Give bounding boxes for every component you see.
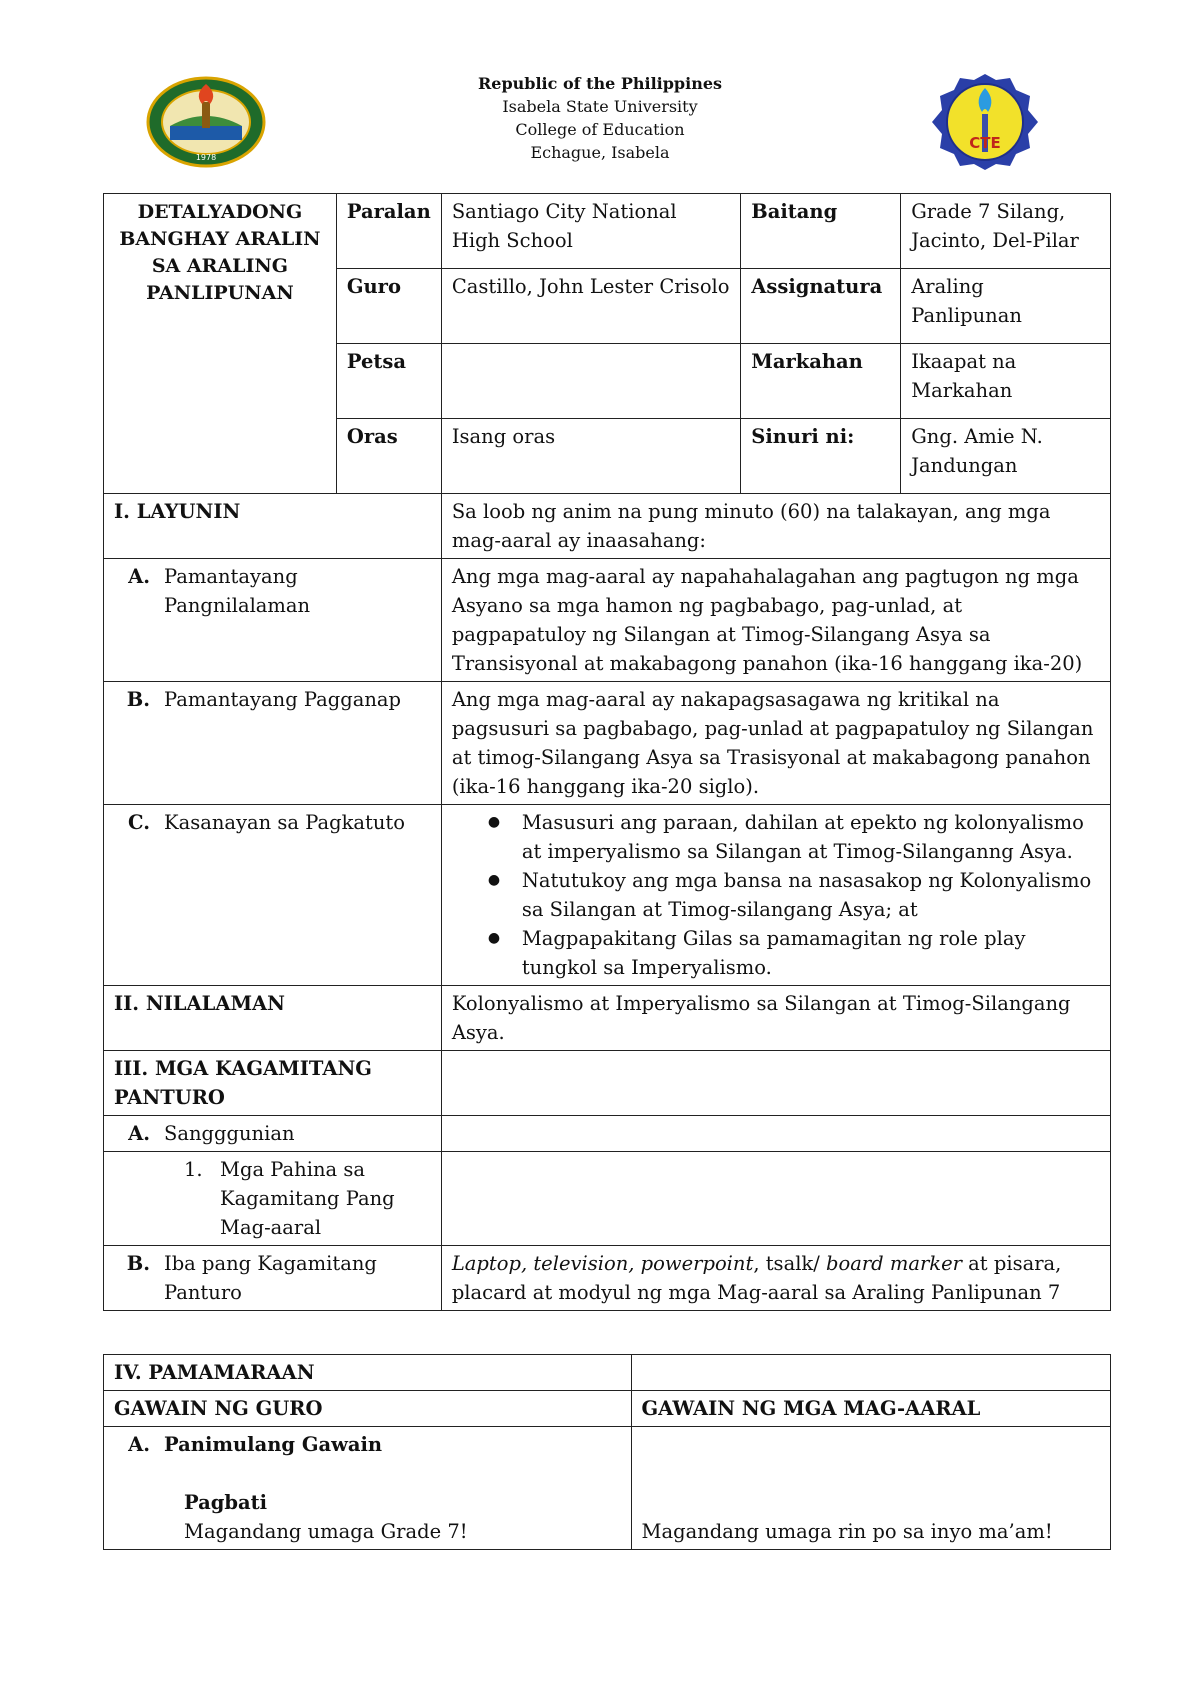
pamamaraan-heading: IV. PAMAMARAAN: [104, 1355, 632, 1391]
list-item: ● Natutukoy ang mga bansa na nasasakop ng Kolonyalismo sa Silangan at Timog-silangang Asya; at: [522, 866, 1100, 924]
pahina-label: Mga Pahina sa Kagamitang Pang Mag-aaral: [220, 1158, 395, 1239]
markahan-value: Ikaapat na Markahan: [901, 344, 1111, 419]
pamantayang-pagganap-label: Pamantayang Pagganap: [164, 688, 402, 711]
kasanayan-list-cell: [441, 805, 1110, 986]
pahina-empty: [441, 1152, 1110, 1246]
materials-plain: at pisara, placard at modyul ng mga Mag-aaral sa Araling Panlipunan 7: [451, 1252, 1062, 1304]
kasanayan-label: Kasanayan sa Pagkatuto: [164, 811, 406, 834]
baitang-value: Grade 7 Silang, Jacinto, Del-Pilar: [901, 194, 1111, 269]
pamantayang-pagganap-text: Ang mga mag-aaral ay nakapagsasagawa ng kritikal na pagsusuri sa pagbabago, pag-unlad at pagpapatuloy ng Silangan at timog-Silangang Asya sa Trasisyonal at makabagong panahon (ika-16 hanggang ika-20 siglo).: [441, 682, 1110, 805]
item-key: 1.: [184, 1158, 203, 1181]
sanggunian-cell: [104, 1116, 442, 1152]
republic-line: Republic of the Philippines: [477, 74, 723, 93]
kagamitan-empty: [441, 1051, 1110, 1116]
sanggunian-empty: [441, 1116, 1110, 1152]
layunin-heading: I. LAYUNIN: [104, 494, 442, 559]
list-item: ● Masusuri ang paraan, dahilan at epekto ng kolonyalismo at imperyalismo sa Silangan at Timog-Silanganng Asya.: [522, 808, 1100, 866]
materials-italic: Laptop, television, powerpoint: [451, 1252, 754, 1275]
item-key: A.: [128, 1122, 150, 1145]
oras-value: Isang oras: [441, 419, 740, 494]
panimulang-gawain-label: Panimulang Gawain: [164, 1433, 383, 1456]
item-key: C.: [128, 811, 150, 834]
petsa-value: [441, 344, 740, 419]
kasanayan-cell: [104, 805, 442, 986]
kagamitan-heading: III. MGA KAGAMITANG PANTURO: [104, 1051, 442, 1116]
markahan-label: Markahan: [741, 344, 901, 419]
list-item: ● Magpapakitang Gilas sa pamamagitan ng role play tungkol sa Imperyalismo.: [522, 924, 1100, 982]
layunin-intro: Sa loob ng anim na pung minuto (60) na talakayan, ang mga mag-aaral ay inaasahang:: [441, 494, 1110, 559]
item-key: A.: [128, 1433, 150, 1456]
college-line: College of Education: [515, 120, 685, 139]
pamantayang-pangnilalaman-label: Pamantayang Pangnilalaman: [164, 565, 311, 617]
item-key: B.: [126, 1252, 150, 1275]
pahina-cell: [104, 1152, 442, 1246]
pamamaraan-empty: [631, 1355, 1110, 1391]
document-header: [0, 72, 1200, 164]
baitang-label: Baitang: [741, 194, 901, 269]
assignatura-value: Araling Panlipunan: [901, 269, 1111, 344]
nilalaman-heading: II. NILALAMAN: [104, 986, 442, 1051]
iba-pang-kagamitan-text: [441, 1246, 1110, 1311]
pamantayang-pangnilalaman-text: Ang mga mag-aaral ay napahahalagahan ang pagtugon ng mga Asyano sa mga hamon ng pagbabago, pag-unlad, at pagpapatuloy ng Silangan at Timog-Silangang Asya sa Transisyonal at makabagong panahon (ika-16 hanggang ika-20): [441, 559, 1110, 682]
logo-year: 1978: [195, 153, 217, 162]
item-key: A.: [128, 565, 150, 588]
pagbati-label: Pagbati: [184, 1491, 268, 1514]
lesson-plan-table: [103, 193, 1111, 1311]
iba-pang-kagamitan-label: Iba pang Kagamitang Panturo: [164, 1252, 377, 1304]
sinuri-label: Sinuri ni:: [741, 419, 901, 494]
plan-title: DETALYADONG BANGHAY ARALIN SA ARALING PANLIPUNAN: [104, 194, 337, 494]
petsa-label: Petsa: [336, 344, 441, 419]
cte-logo-text: CTE: [969, 134, 1001, 152]
kasanayan-list: [452, 808, 1100, 982]
guro-value: Castillo, John Lester Crisolo: [441, 269, 740, 344]
item-key: B.: [126, 688, 150, 711]
paaralan-label: Paralan: [336, 194, 441, 269]
town-line: Echague, Isabela: [530, 143, 670, 162]
university-line: Isabela State University: [502, 97, 698, 116]
oras-label: Oras: [336, 419, 441, 494]
sanggunian-label: Sangggunian: [164, 1122, 295, 1145]
paaralan-value: Santiago City National High School: [441, 194, 740, 269]
sinuri-value: Gng. Amie N. Jandungan: [901, 419, 1111, 494]
mag-aaral-greeting: Magandang umaga rin po sa inyo ma’am!: [641, 1520, 1053, 1543]
materials-italic: board marker: [826, 1252, 962, 1275]
gawain-guro-header: GAWAIN NG GURO: [104, 1391, 632, 1427]
mag-aaral-activity-cell: [631, 1427, 1110, 1550]
assignatura-label: Assignatura: [741, 269, 901, 344]
pamantayang-pagganap-cell: [104, 682, 442, 805]
materials-plain: , tsalk/: [753, 1252, 827, 1275]
pamantayang-pangnilalaman-cell: [104, 559, 442, 682]
nilalaman-text: Kolonyalismo at Imperyalismo sa Silangan at Timog-Silangang Asya.: [441, 986, 1110, 1051]
pamamaraan-table: [103, 1354, 1111, 1550]
guro-label: Guro: [336, 269, 441, 344]
iba-pang-kagamitan-cell: [104, 1246, 442, 1311]
guro-activity-cell: [104, 1427, 632, 1550]
gawain-mag-aaral-header: GAWAIN NG MGA MAG-AARAL: [631, 1391, 1110, 1427]
guro-greeting: Magandang umaga Grade 7!: [184, 1520, 468, 1543]
